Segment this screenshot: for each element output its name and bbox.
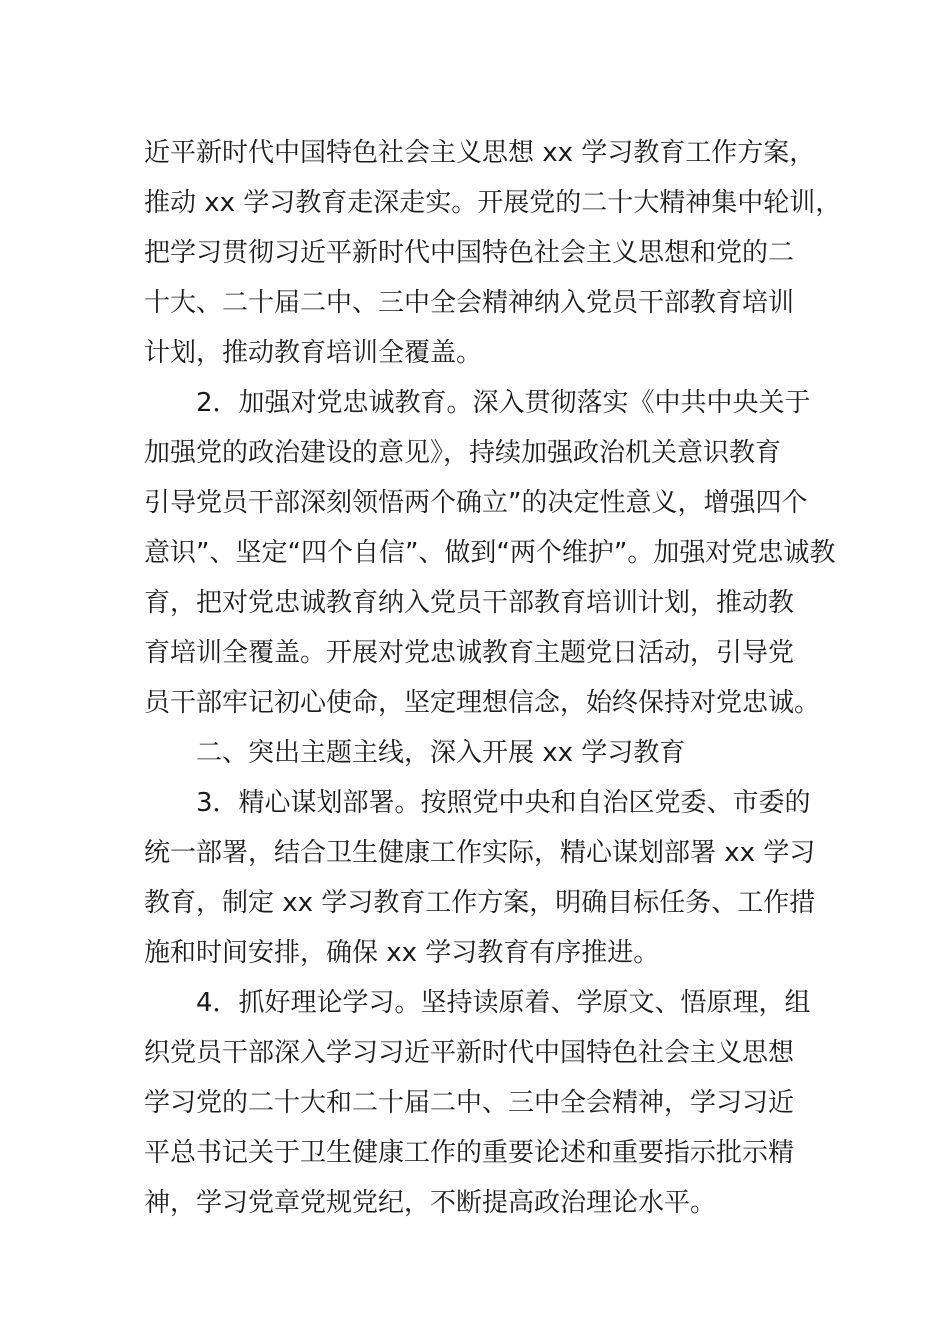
text-line: 十大、二十届二中、三中全会精神纳入党员干部教育培训 bbox=[144, 288, 795, 318]
text-line: 平总书记关于卫生健康工作的重要论述和重要指示批示精 bbox=[144, 1138, 795, 1168]
text-line: 施和时间安排，确保 xx 学习教育有序推进。 bbox=[144, 938, 660, 968]
text-line: 教育，制定 xx 学习教育工作方案，明确目标任务、工作措 bbox=[144, 888, 816, 918]
paragraph-start-item-2: 2．加强对党忠诚教育。深入贯彻落实《中共中央关于 bbox=[196, 388, 811, 418]
text-line: 意识”、坚定“四个自信”、做到“两个维护”。加强对党忠诚教 bbox=[144, 538, 836, 568]
text-line: 计划，推动教育培训全覆盖。 bbox=[144, 338, 483, 368]
text-line: 员干部牢记初心使命，坚定理想信念，始终保持对党忠诚。 bbox=[144, 688, 821, 718]
text-line: 近平新时代中国特色社会主义思想 xx 学习教育工作方案， bbox=[144, 138, 816, 168]
text-line: 推动 xx 学习教育走深走实。开展党的二十大精神集中轮训， bbox=[144, 188, 842, 218]
text-line: 育，把对党忠诚教育纳入党员干部教育培训计划，推动教 bbox=[144, 588, 795, 618]
text-line: 育培训全覆盖。开展对党忠诚教育主题党日活动，引导党 bbox=[144, 638, 795, 668]
text-line: 织党员干部深入学习习近平新时代中国特色社会主义思想 bbox=[144, 1038, 795, 1068]
text-line: 引导党员干部深刻领悟两个确立”的决定性意义，增强四个 bbox=[144, 488, 808, 518]
document-body bbox=[144, 128, 842, 1228]
paragraph-start-item-4: 4．抓好理论学习。坚持读原着、学原文、悟原理，组 bbox=[196, 988, 811, 1018]
text-line: 学习党的二十大和二十届二中、三中全会精神，学习习近 bbox=[144, 1088, 795, 1118]
text-line: 统一部署，结合卫生健康工作实际，精心谋划部署 xx 学习 bbox=[144, 838, 816, 868]
paragraph-start-item-3: 3．精心谋划部署。按照党中央和自治区党委、市委的 bbox=[196, 788, 811, 818]
text-line: 加强党的政治建设的意见》，持续加强政治机关意识教育 bbox=[144, 438, 782, 468]
text-line: 把学习贯彻习近平新时代中国特色社会主义思想和党的二 bbox=[144, 238, 795, 268]
section-heading: 二、突出主题主线，深入开展 xx 学习教育 bbox=[196, 738, 686, 768]
text-line: 神，学习党章党规党纪，不断提高政治理论水平。 bbox=[144, 1188, 717, 1218]
